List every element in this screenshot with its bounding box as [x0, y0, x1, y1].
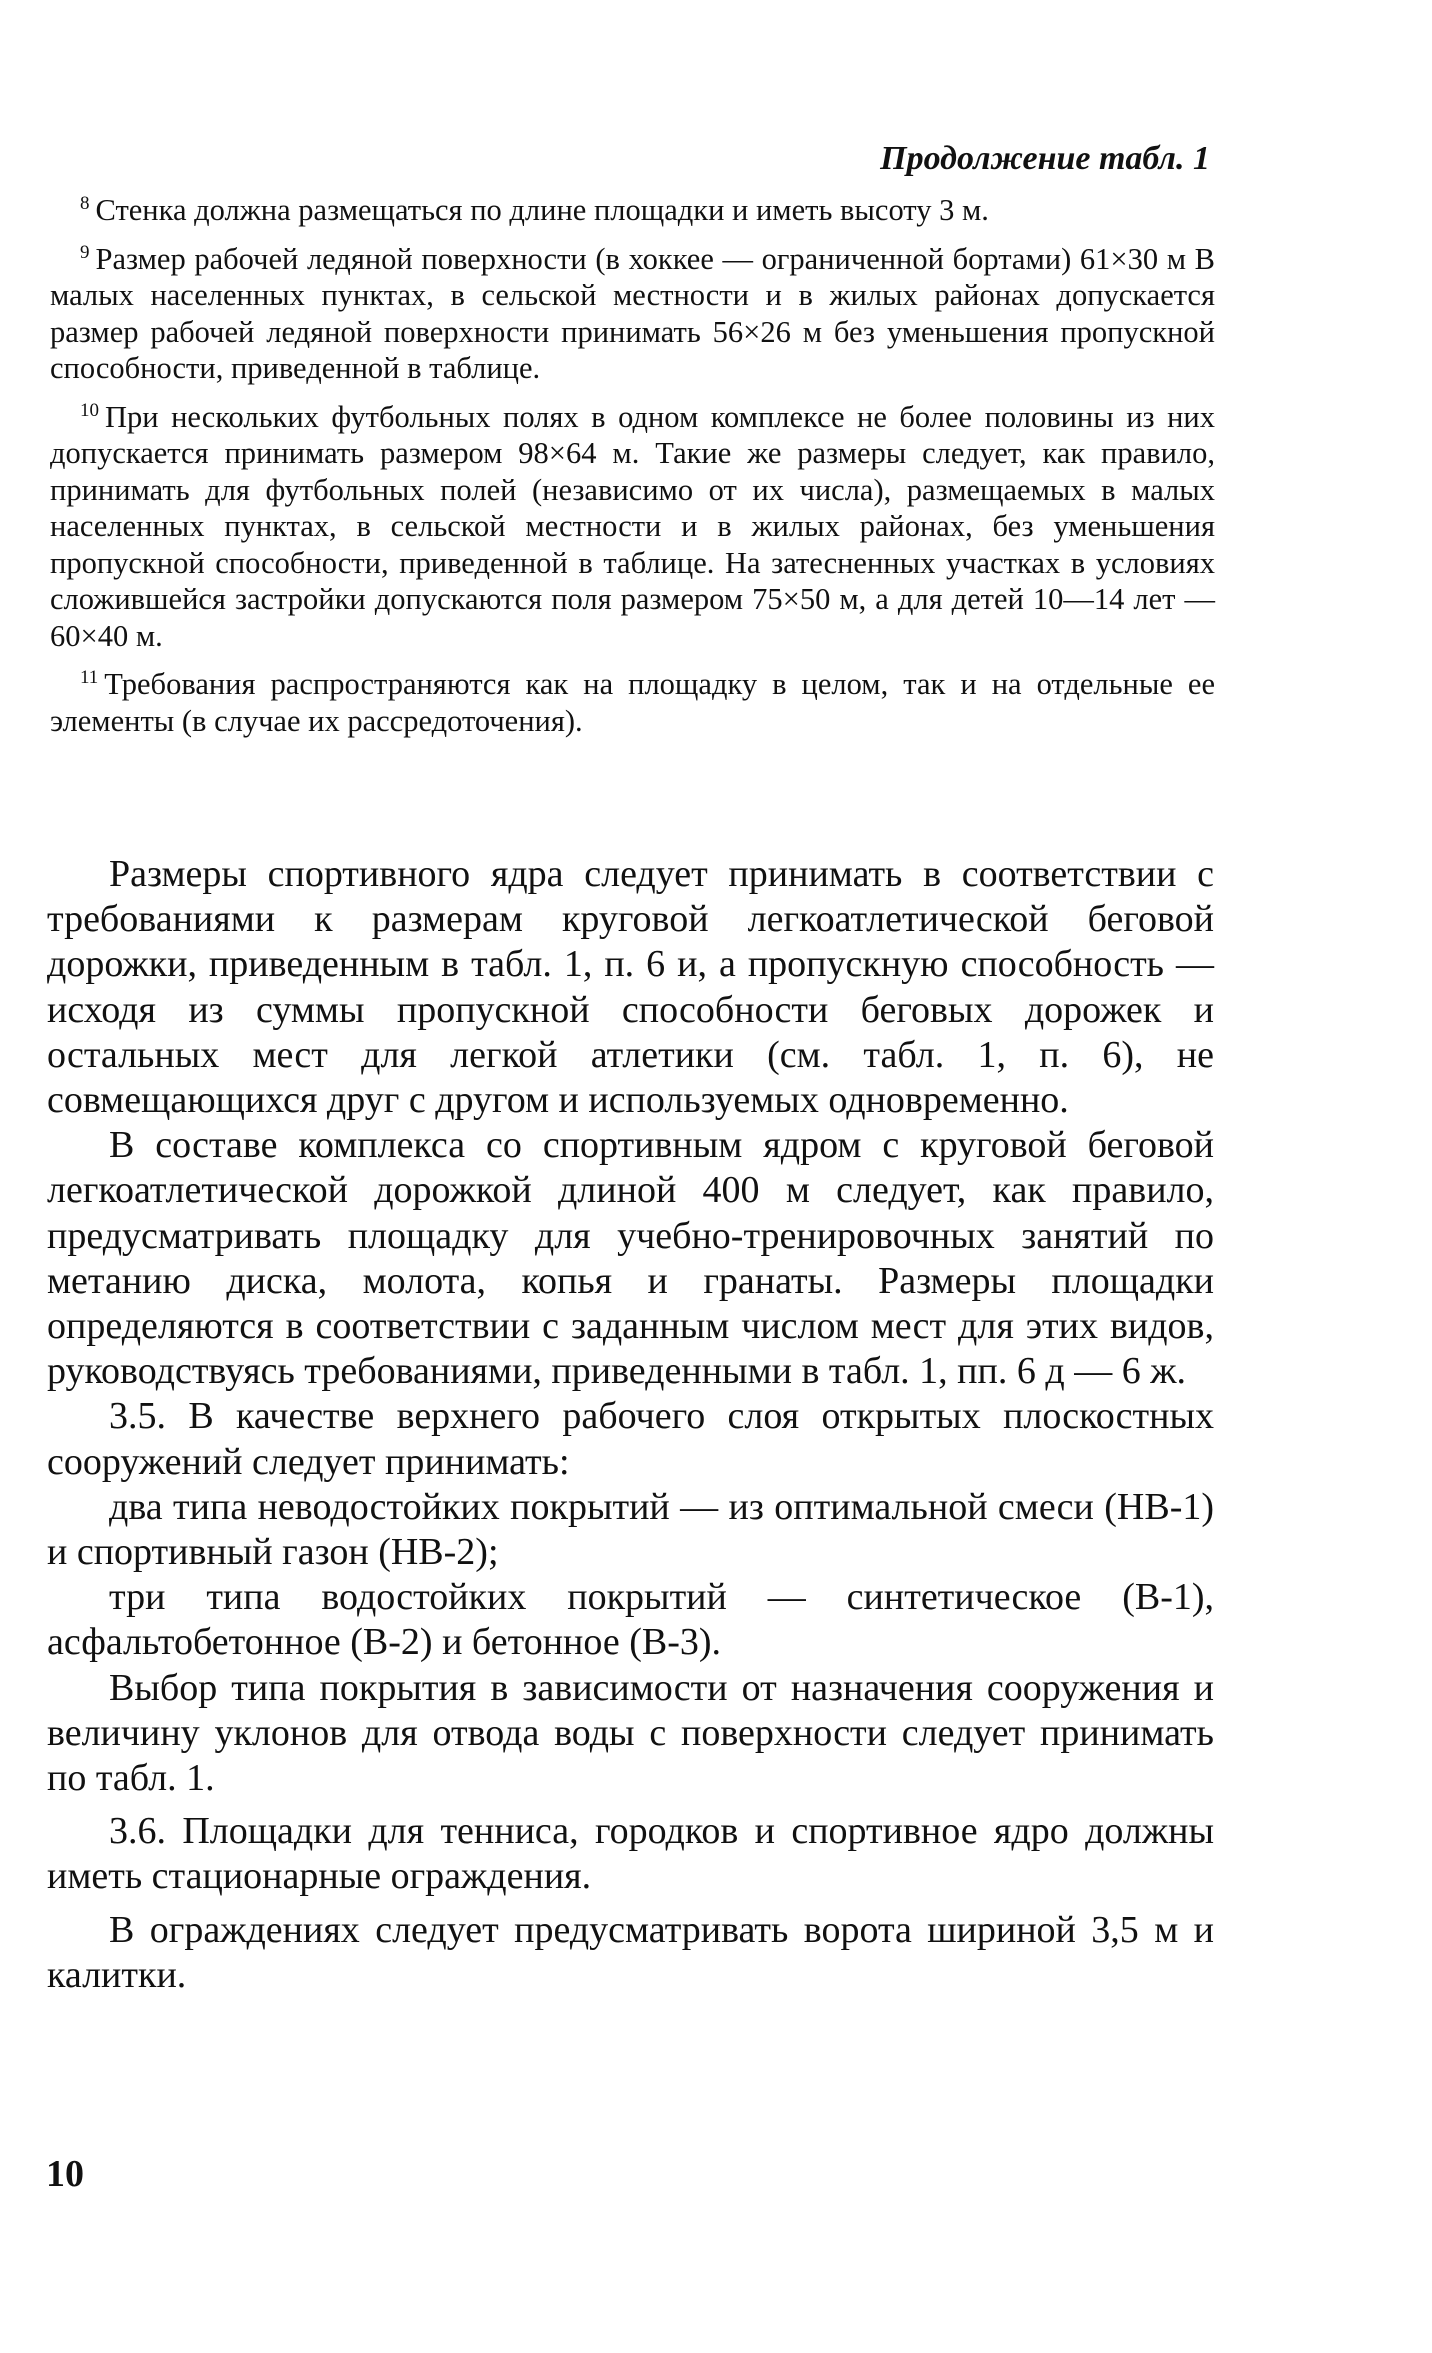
- footnote-mark: 10: [80, 399, 99, 421]
- footnotes: [50, 186, 1215, 745]
- footnote-text: Требования распространяются как на площадку в целом, так и на отдельные ее элементы (в случае их рассредоточения).: [50, 667, 1215, 738]
- footnote-text: При нескольких футбольных полях в одном комплексе не более половины из них допускается принимать размером 98×64 м. Такие же размеры следует, как правило, принимать для футбольных полей (независимо от их числа), размещаемых в малых населенных пунктах, в сельской местности и в жилых районах, без уменьшения пропускной способности, приведенной в таблице. На затесненных участках в условиях сложившейся застройки допускаются поля размером 75×50 м, а для детей 10—14 лет — 60×40 м.: [50, 399, 1215, 653]
- footnote-11: [50, 660, 1215, 739]
- footnote-text: Размер рабочей ледяной поверхности (в хоккее — ограниченной бортами) 61×30 м В малых населенных пунктах, в сельской местности и в жилых районах допускается размер рабочей ледяной поверхности принимать 56×26 м без уменьшения пропускной способности, приведенной в таблице.: [50, 241, 1215, 385]
- footnote-mark: 8: [80, 193, 90, 214]
- page-number: 10: [46, 2153, 84, 2195]
- footnote-8: [50, 186, 1215, 229]
- paragraph-throwing-area: В составе комплекса со спортивным ядром с круговой беговой легкоатлетической дорожкой длиной 400 м следует, как правило, предусматривать площадку для учебно-тренировочных занятий по метанию диска, молота, копья и гранаты. Размеры площадки определяются в соответствии с заданным числом мест для этих видов, руководствуясь требованиями, приведенными в табл. 1, пп. 6 д — 6 ж.: [47, 1124, 1214, 1393]
- paragraph-waterproof-coverings: три типа водостойких покрытий — синтетическое (В-1), асфальтобетонное (В-2) и бетонное (В-3).: [47, 1576, 1214, 1664]
- table-continuation-header: Продолжение табл. 1: [880, 140, 1210, 177]
- footnote-9: [50, 235, 1215, 387]
- footnote-10: [50, 393, 1215, 655]
- paragraph-gates: В ограждениях следует предусматривать ворота шириной 3,5 м и калитки.: [47, 1908, 1214, 1996]
- footnote-mark: 11: [80, 667, 99, 688]
- paragraph-covering-choice: Выбор типа покрытия в зависимости от назначения сооружения и величину уклонов для отвода воды с поверхности следует принимать по табл. 1.: [47, 1666, 1214, 1800]
- paragraph-3-5: 3.5. В качестве верхнего рабочего слоя открытых плоскостных сооружений следует принимать:: [47, 1395, 1214, 1483]
- footnote-mark: 9: [80, 241, 90, 263]
- paragraph-sports-core-size: Размеры спортивного ядра следует принимать в соответствии с требованиями к размерам круговой легкоатлетической беговой дорожки, приведенным в табл. 1, п. 6 и, а пропускную способность — исходя из суммы пропускной способности беговых дорожек и остальных мест для легкой атлетики (см. табл. 1, п. 6), не совмещающихся друг с другом и используемых одновременно.: [47, 853, 1214, 1122]
- main-text: [47, 852, 1214, 1998]
- paragraph-3-6: 3.6. Площадки для тенниса, городков и спортивное ядро должны иметь стационарные ограждения.: [47, 1810, 1214, 1898]
- footnote-text: Стенка должна размещаться по длине площадки и иметь высоту 3 м.: [95, 193, 989, 227]
- paragraph-non-waterproof-coverings: два типа неводостойких покрытий — из оптимальной смеси (НВ-1) и спортивный газон (НВ-2);: [47, 1485, 1214, 1574]
